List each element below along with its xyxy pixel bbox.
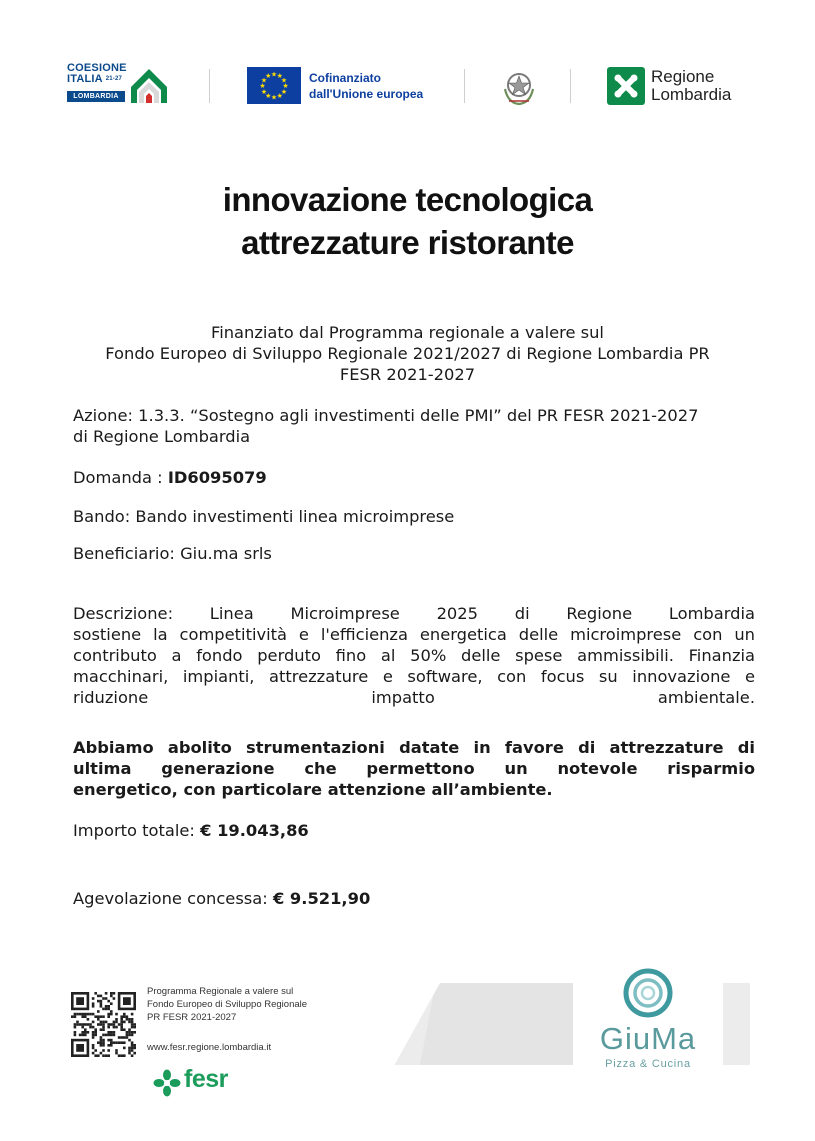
agevolazione-label: Agevolazione concessa: <box>73 889 273 908</box>
bando-line: Bando: Bando investimenti linea microimprese <box>73 507 455 526</box>
logo-separator <box>464 69 465 103</box>
descrizione-line1: Descrizione: Linea Microimprese 2025 di Regione Lombardia <box>73 604 755 623</box>
fesr-flower-icon <box>152 1068 182 1098</box>
importo-value: € 19.043,86 <box>200 821 309 840</box>
eu-star-icon: ★ <box>270 93 278 102</box>
highlight-line1: Abbiamo abolito strumentazioni datate in favore di attrezzature di <box>73 738 755 757</box>
coesione-arrow-icon <box>127 65 171 105</box>
intro-line1: Finanziato dal Programma regionale a valere sul <box>211 323 604 342</box>
azione-text <box>73 405 755 447</box>
eu-star-icon: ★ <box>276 91 283 100</box>
eu-star-icon: ★ <box>270 70 278 79</box>
title-line2: attrezzature ristorante <box>241 224 574 261</box>
eu-star-icon: ★ <box>259 82 266 90</box>
coesione-italia-text: ITALIA <box>67 73 103 85</box>
agevolazione-line <box>73 888 755 909</box>
eu-stars <box>247 67 301 104</box>
fesr-wordmark: fesr <box>184 1065 228 1093</box>
azione-line2: di Regione Lombardia <box>73 427 251 446</box>
eu-star-icon: ★ <box>265 91 272 100</box>
agevolazione-value: € 9.521,90 <box>272 889 371 908</box>
domanda-line <box>73 467 755 488</box>
descrizione-line2: sostiene la competitività e l'efficienza energetica delle microimprese con un <box>73 625 755 644</box>
regione-cross-icon <box>607 67 645 105</box>
regione-lombardia-label <box>651 68 731 104</box>
coesione-italia-logo <box>67 63 173 107</box>
title-line1: innovazione tecnologica <box>222 181 593 218</box>
descrizione-line3: contributo a fondo perduto fino al 50% delle spese ammissibili. Finanzia <box>73 646 755 665</box>
eu-star-icon: ★ <box>265 72 272 81</box>
regione-text-line1: Regione <box>651 67 715 86</box>
coesione-line1: COESIONE <box>67 62 127 74</box>
intro-line3: FESR 2021-2027 <box>339 365 476 384</box>
eu-star-icon: ★ <box>260 87 268 96</box>
descrizione-line5: riduzione impatto ambientale. <box>73 688 755 707</box>
coesione-line2 <box>67 74 122 85</box>
funding-intro <box>60 322 755 385</box>
regione-lombardia-mark-icon <box>607 67 645 105</box>
coesione-region-badge: LOMBARDIA <box>67 91 125 102</box>
italian-republic-emblem-icon <box>500 67 538 107</box>
giuma-rings-icon <box>573 965 723 1025</box>
domanda-id: ID6095079 <box>167 468 267 487</box>
eu-star-icon: ★ <box>260 76 268 85</box>
logo-separator <box>209 69 210 103</box>
eu-text-line2: dall'Unione europea <box>309 87 424 101</box>
fesr-program-info <box>147 985 307 1024</box>
descrizione-paragraph <box>73 603 755 708</box>
qr-code-pattern <box>71 992 136 1057</box>
importo-label: Importo totale: <box>73 821 201 840</box>
eu-star-icon: ★ <box>276 72 283 81</box>
eu-cofinanziato-label <box>309 70 423 102</box>
giuma-logo <box>573 963 723 1080</box>
logo-separator <box>570 69 571 103</box>
fesr-logo <box>152 1065 248 1098</box>
footer-info-line3: PR FESR 2021-2027 <box>147 1012 237 1023</box>
azione-line1: Azione: 1.3.3. “Sostegno agli investimenti delle PMI” del PR FESR 2021-2027 <box>73 406 699 425</box>
eu-star-icon: ★ <box>282 82 289 90</box>
page-title <box>0 178 815 264</box>
eu-text-line1: Cofinanziato <box>309 71 381 85</box>
giuma-tagline: Pizza & Cucina <box>605 1058 691 1070</box>
highlight-line2: ultima generazione che permettono un notevole risparmio <box>73 759 755 778</box>
importo-line <box>73 820 755 841</box>
giuma-name: GiuMa <box>599 1021 697 1056</box>
eu-star-icon: ★ <box>280 76 288 85</box>
regione-text-line2: Lombardia <box>651 85 732 104</box>
intro-line2: Fondo Europeo di Sviluppo Regionale 2021/2027 di Regione Lombardia PR <box>105 344 710 363</box>
footer-info-line2: Fondo Europeo di Sviluppo Regionale <box>147 999 308 1010</box>
qr-code-icon <box>71 992 136 1057</box>
coesione-years: 21-27 <box>105 76 123 82</box>
highlight-line3: energetico, con particolare attenzione all’ambiente. <box>73 780 553 799</box>
fesr-website-link[interactable]: www.fesr.regione.lombardia.it <box>147 1042 272 1053</box>
highlight-paragraph <box>73 737 755 800</box>
eu-flag-icon <box>247 67 301 104</box>
eu-star-icon: ★ <box>280 87 288 96</box>
footer-info-line1: Programma Regionale a valere sul <box>147 986 294 997</box>
domanda-label: Domanda : <box>73 468 168 487</box>
footer-accent <box>420 983 575 1065</box>
beneficiario-line: Beneficiario: Giu.ma srls <box>73 544 272 563</box>
descrizione-line4: macchinari, impianti, attrezzature e software, con focus su innovazione e <box>73 667 755 686</box>
